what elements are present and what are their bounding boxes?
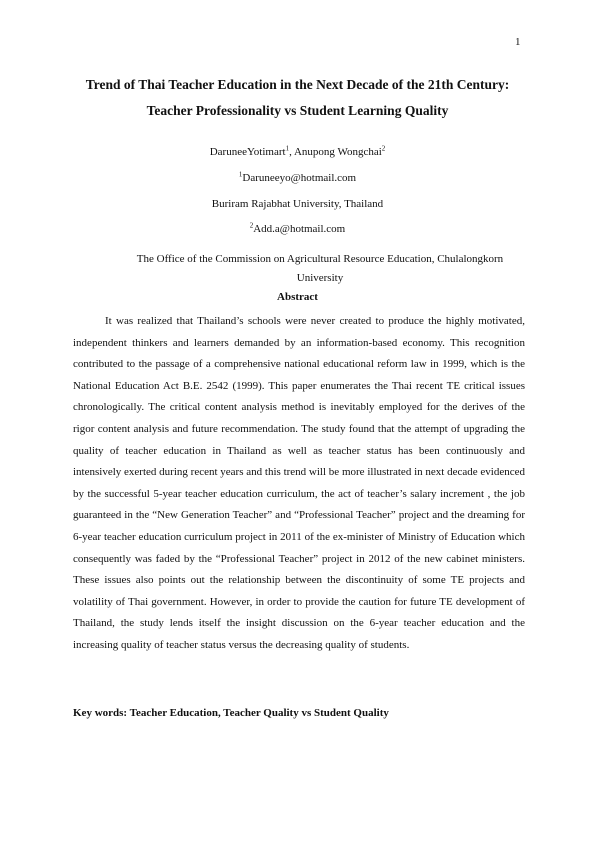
author-1-name: DaruneeYotimart	[209, 146, 286, 158]
email-1-marker: 1	[238, 170, 243, 179]
page-number: 1	[515, 36, 521, 48]
paper-title-line-1: Trend of Thai Teacher Education in the Next Decade of the 21th Century:	[85, 77, 510, 92]
keywords: Key words: Teacher Education, Teacher Quality vs Student Quality	[73, 707, 389, 719]
affiliation-1: Buriram Rajabhat University, Thailand	[211, 198, 384, 210]
paper-title	[40, 72, 555, 124]
author-2-marker: 2	[381, 144, 386, 153]
author-1-marker: 1	[285, 144, 290, 153]
author-list	[40, 146, 555, 158]
author-2-email	[40, 223, 555, 235]
affiliation-2: The Office of the Commission on Agricultural Resource Education, Chulalongkorn University	[136, 253, 504, 284]
author-1-email	[40, 172, 555, 184]
abstract-heading: Abstract	[277, 291, 318, 303]
paper-title-line-2: Teacher Professionality vs Student Learning Quality	[146, 103, 449, 118]
author-2-name: , Anupong Wongchai	[289, 146, 382, 158]
abstract-body: It was realized that Thailand’s schools were never created to produce the highly motivated, independent thinkers and learners demanded by an information-based economy. This recognition contributed to the passage of a comprehensive national educational reform law in 1999, which is the National Education Act B.E. 2542 (1999). This paper enumerates the Thai recent TE critical issues chronologically. The critical content analysis method is inevitably employed for the derives of the rigor content analysis and future recommendation. The study found that the attempt of upgrading the quality of teacher education in Thailand as well as teacher status has been continuously and intensively exerted during recent years and this trend will be more illustrated in next decade evidenced by the successful 5-year teacher education curriculum, the act of teacher’s salary increment , the job guaranteed in the “New Generation Teacher” and “Professional Teacher” project and the dreaming for 6-year teacher education curriculum project in 2011 of the ex-minister of Ministry of Education which consequently was faded by the “Professional Teacher” project in 2012 of the new cabinet ministers. These issues also points out the relationship between the discontinuity of some TE projects and volatility of Thai government. However, in order to provide the caution for future TE development of Thailand, the study lends itself the insight discussion on the 6-year teacher education and the increasing quality of teacher status versus the decreasing quality of students.	[73, 315, 525, 651]
email-2-text: Add.a@hotmail.com	[253, 223, 346, 235]
email-2-marker: 2	[249, 221, 254, 230]
email-1-text: Daruneeyo@hotmail.com	[242, 172, 357, 184]
